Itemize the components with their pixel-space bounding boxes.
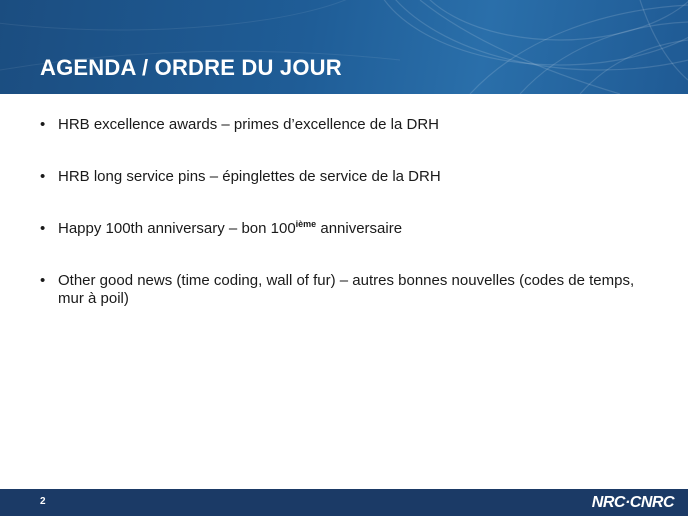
- nrc-cnrc-logo: NRC·CNRC: [591, 494, 674, 511]
- agenda-item-text: Other good news (time coding, wall of fur) – autres bonnes nouvelles (codes de temps, mur à poil): [58, 272, 635, 307]
- agenda-item-text: HRB long service pins – épinglettes de service de la DRH: [58, 168, 441, 185]
- slide-header: [0, 0, 688, 94]
- page-number: 2: [40, 496, 46, 507]
- agenda-item: [40, 272, 650, 308]
- bullet-icon: •: [40, 272, 46, 289]
- slide-title: AGENDA / ORDRE DU JOUR: [40, 55, 342, 80]
- ordinal-superscript: ième: [295, 219, 317, 229]
- bullet-icon: •: [40, 220, 46, 237]
- bullet-icon: •: [40, 116, 46, 133]
- slide-footer: [0, 489, 688, 516]
- agenda-item-text: HRB excellence awards – primes d’excellence de la DRH: [58, 116, 439, 133]
- agenda-list: [40, 116, 650, 308]
- agenda-item: [40, 116, 650, 134]
- agenda-item-text-after: anniversaire: [316, 220, 403, 237]
- agenda-item: [40, 168, 650, 186]
- agenda-item: [40, 220, 650, 238]
- bullet-icon: •: [40, 168, 46, 185]
- agenda-item-text: Happy 100th anniversary – bon 100: [58, 220, 296, 237]
